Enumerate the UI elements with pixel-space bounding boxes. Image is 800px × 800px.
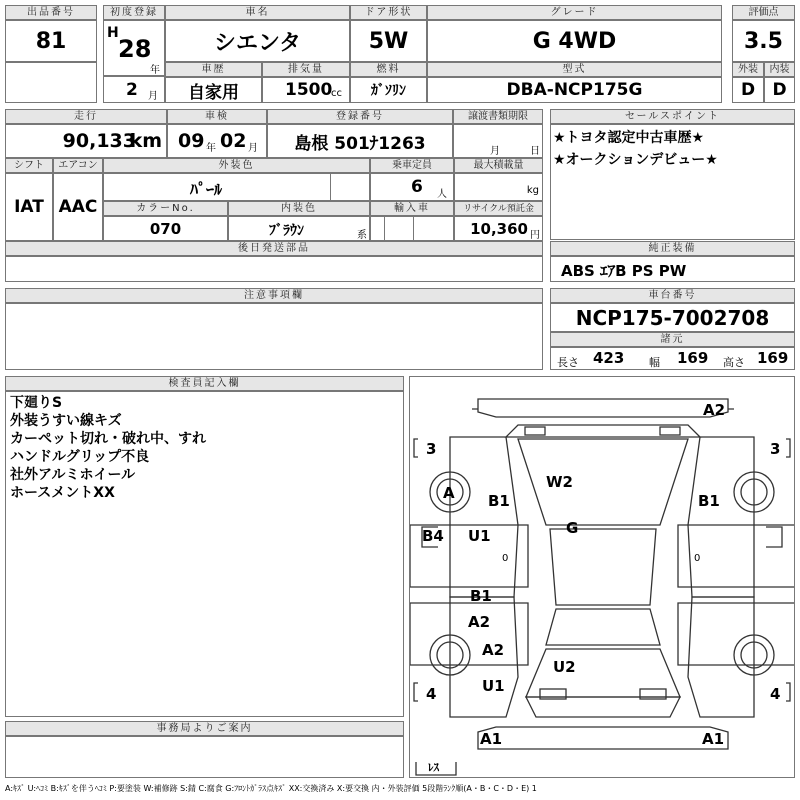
spare-tire-mark: ﾚｽ (428, 761, 439, 774)
int-color-label: 内装色 (228, 201, 370, 216)
first-reg-year: 28 (118, 35, 152, 63)
first-reg-label: 初度登録 (103, 5, 165, 20)
damage-mark: A (443, 484, 455, 502)
inspector-line: ホースメントXX (10, 485, 115, 501)
notes-label: 注意事項欄 (5, 288, 543, 303)
door-mark: 0 (502, 553, 509, 564)
height-value: 169 (757, 349, 789, 367)
damage-mark: W2 (546, 473, 573, 491)
lot-blank (5, 62, 97, 103)
year-unit: 年 (150, 65, 160, 76)
import-label: 輸入車 (370, 201, 454, 216)
office-box (5, 736, 404, 778)
first-reg-year-cell (103, 20, 165, 76)
recycle-value: 10,360 (470, 220, 528, 238)
height-label: 高さ (723, 356, 745, 369)
int-score: D (764, 77, 795, 103)
lot-number: 81 (5, 20, 97, 62)
width-value: 169 (677, 349, 709, 367)
damage-mark: B4 (422, 527, 444, 545)
selling-point-line: ★オークションデビュー★ (553, 152, 718, 168)
first-reg-month: 2 (126, 80, 138, 100)
chassis-number: NCP175-7002708 (550, 303, 795, 332)
inspection-cell (167, 124, 267, 158)
divider (413, 217, 414, 240)
damage-mark: B1 (470, 587, 492, 605)
door-mark: 0 (694, 553, 701, 564)
recycle-unit: 円 (530, 230, 540, 241)
model-value: DBA-NCP175G (427, 77, 722, 103)
grade-label: グレード (427, 5, 722, 20)
import-cell (370, 216, 454, 241)
selling-points-box (550, 124, 795, 240)
mileage-value: 90,133 (62, 130, 136, 152)
max-load-label: 最大積載量 (454, 158, 543, 173)
damage-mark: G (566, 519, 579, 537)
capacity-unit: 人 (437, 189, 447, 200)
notes-box (5, 303, 543, 370)
transfer-month-unit: 月 (490, 146, 500, 157)
color-no-label: カラーNo. (103, 201, 228, 216)
damage-mark: A2 (703, 401, 726, 419)
damage-mark: A2 (468, 613, 491, 631)
shift-label: シフト (5, 158, 53, 173)
inspector-line: 下廻りS (10, 395, 63, 411)
history-value: 自家用 (165, 77, 262, 103)
max-load-unit: kg (526, 185, 539, 196)
int-color-unit: 系 (357, 230, 367, 241)
inspector-label: 検査員記入欄 (5, 376, 404, 391)
door-label: ドア形状 (350, 5, 427, 20)
selling-point-line: ★トヨタ認定中古車歴★ (553, 130, 705, 146)
first-reg-month-cell (103, 76, 165, 103)
mileage-unit: km (129, 130, 162, 152)
car-name: シエンタ (165, 20, 350, 62)
damage-mark: U1 (482, 677, 505, 695)
transfer-label: 譲渡書類期限 (453, 109, 543, 124)
aircon-value: AAC (53, 173, 103, 241)
damage-mark: B1 (698, 492, 720, 510)
genuine-equipment-label: 純正装備 (550, 241, 795, 256)
mileage-cell (5, 124, 167, 158)
damage-mark: U2 (553, 658, 576, 676)
mileage-label: 走行 (5, 109, 167, 124)
recycle-label: リサイクル預託金 (454, 201, 543, 216)
capacity-value: 6 (411, 177, 423, 197)
inspection-month: 02 (220, 130, 247, 152)
model-label: 型式 (427, 62, 722, 77)
era: H (107, 25, 119, 41)
car-name-label: 車名 (165, 5, 350, 20)
inspection-month-unit: 月 (248, 143, 258, 154)
dimensions-cell (550, 347, 795, 370)
ext-color-label: 外装色 (103, 158, 370, 173)
aircon-label: エアコン (53, 158, 103, 173)
int-score-label: 内装 (764, 62, 795, 77)
month-unit: 月 (148, 91, 158, 102)
history-label: 車歴 (165, 62, 262, 77)
transfer-day-unit: 日 (530, 146, 540, 157)
divider (384, 217, 385, 240)
inspection-year-unit: 年 (206, 143, 216, 154)
ext-color-cell (103, 173, 370, 201)
length-value: 423 (593, 349, 625, 367)
legend: A:ｷｽﾞ U:ﾍｺﾐ B:ｷｽﾞを伴うﾍｺﾐ P:要塗装 W:補修跡 S:錆 C:腐食 G:ﾌﾛﾝﾄｶﾞﾗｽ点ｷｽﾞ XX:交換済み X:要交換 内・外装評価 5段階ﾗﾝｸ順(A・B・C・D・E) 1 (5, 784, 537, 793)
capacity-label: 乗車定員 (370, 158, 454, 173)
car-outline (410, 377, 794, 777)
damage-mark: A1 (480, 730, 503, 748)
inspector-line: カーペット切れ・破れ中、すれ (10, 431, 206, 447)
damage-mark: 3 (770, 440, 781, 458)
later-parts-label: 後日発送部品 (5, 241, 543, 256)
damage-mark: A1 (702, 730, 725, 748)
score-label: 評価点 (732, 5, 795, 20)
damage-mark: 4 (770, 685, 781, 703)
damage-mark: 3 (426, 440, 437, 458)
inspector-line: ハンドルグリップ不良 (10, 449, 150, 465)
lot-label: 出品番号 (5, 5, 97, 20)
reg-number: 島根 501ﾅ1263 (267, 124, 453, 158)
damage-mark: B1 (488, 492, 510, 510)
later-parts-box (5, 256, 543, 282)
displacement-cell (262, 77, 350, 103)
displacement-label: 排気量 (262, 62, 350, 77)
genuine-equipment-value: ABS ｴｱB PS PW (550, 256, 795, 282)
displacement-value: 1500 (285, 80, 333, 100)
int-color-value: ﾌﾞﾗｳﾝ (269, 223, 304, 239)
office-label: 事務局よりご案内 (5, 721, 404, 736)
inspector-line: 外装うすい線キズ (10, 413, 122, 429)
car-diagram (409, 376, 795, 778)
chassis-label: 車台番号 (550, 288, 795, 303)
grade-value: G 4WD (427, 20, 722, 62)
transfer-cell (453, 124, 543, 158)
damage-mark: A2 (482, 641, 505, 659)
inspection-label: 車検 (167, 109, 267, 124)
ext-color-value: ﾊﾟｰﾙ (190, 180, 223, 199)
reg-number-label: 登録番号 (267, 109, 453, 124)
color-no-value: 070 (103, 216, 228, 241)
door-value: 5W (350, 20, 427, 62)
recycle-cell (454, 216, 543, 241)
shift-value: IAT (5, 173, 53, 241)
inspector-line: 社外アルミホイール (10, 467, 136, 483)
inspector-box (5, 391, 404, 717)
dimensions-label: 諸元 (550, 332, 795, 347)
width-label: 幅 (649, 356, 660, 369)
capacity-cell (370, 173, 454, 201)
ext-score-label: 外装 (732, 62, 764, 77)
fuel-value: ｶﾞｿﾘﾝ (350, 77, 427, 103)
damage-mark: 4 (426, 685, 437, 703)
score-value: 3.5 (732, 20, 795, 62)
inspection-year: 09 (178, 130, 205, 152)
damage-mark: U1 (468, 527, 491, 545)
displacement-unit: cc (331, 88, 342, 99)
fuel-label: 燃料 (350, 62, 427, 77)
int-color-cell (228, 216, 370, 241)
divider (330, 174, 331, 200)
ext-score: D (732, 77, 764, 103)
length-label: 長さ (557, 356, 579, 369)
max-load-cell (454, 173, 543, 201)
selling-points-label: セールスポイント (550, 109, 795, 124)
